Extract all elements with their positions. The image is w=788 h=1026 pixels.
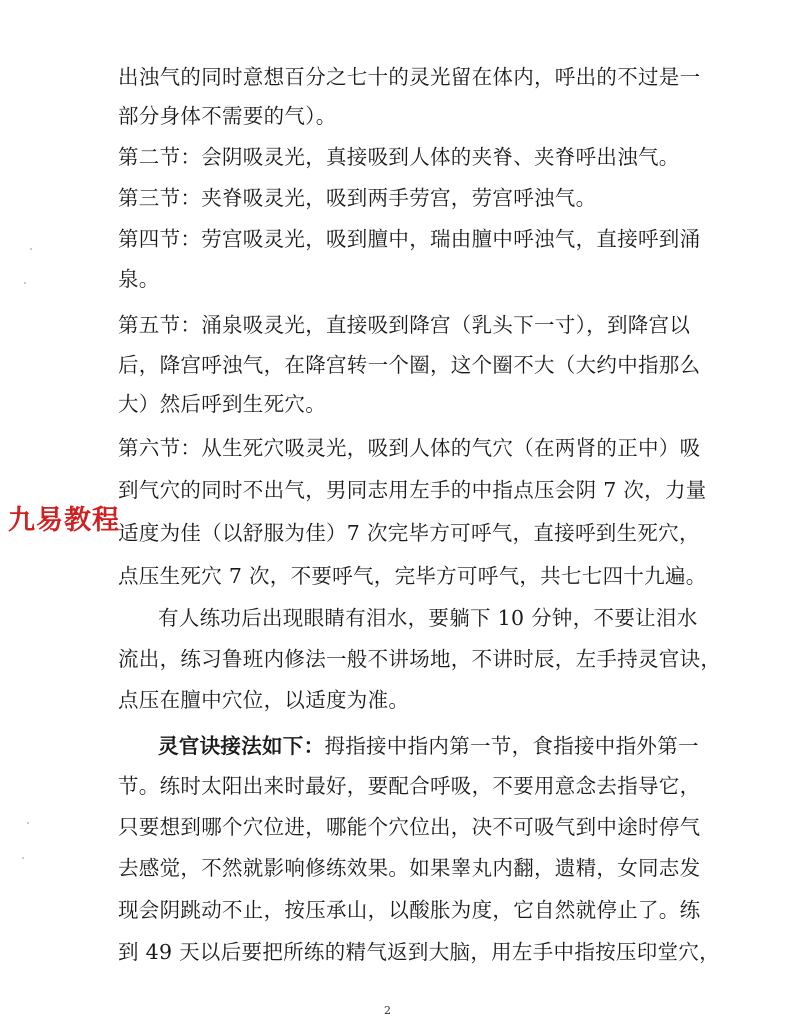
- text-line: 到 49 天以后要把所练的精气返到大脑，用左手中指按压印堂穴，: [118, 940, 720, 964]
- text-line: 有人练功后出现眼睛有泪水，要躺下 10 分钟，不要让泪水: [158, 606, 698, 630]
- page-number: 2: [384, 1004, 391, 1017]
- text-line: 适度为佳（以舒服为佳）7 次完毕方可呼气，直接呼到生死穴，: [118, 521, 700, 545]
- text-line: 第六节：从生死穴吸灵光，吸到人体的气穴（在两肾的正中）吸: [118, 436, 701, 460]
- text-line: 大）然后呼到生死穴。: [118, 392, 326, 416]
- watermark-text: 九易教程: [8, 505, 120, 536]
- scan-speck: [24, 282, 26, 284]
- text-span: 拇指接中指内第一节，食指接中指外第一: [324, 734, 699, 758]
- text-line: 现会阴跳动不止，按压承山，以酸胀为度，它自然就停止了。练: [118, 898, 701, 922]
- text-line: 后，降宫呼浊气，在降宫转一个圈，这个圈不大（大约中指那么: [118, 353, 701, 377]
- text-line: 部分身体不需要的气）。: [118, 104, 337, 128]
- text-line: 点压生死穴 7 次，不要呼气，完毕方可呼气，共七七四十九遍。: [118, 564, 707, 588]
- text-line: 第三节：夹脊吸灵光，吸到两手劳宫，劳宫呼浊气。: [118, 186, 597, 210]
- scan-speck: [30, 248, 32, 250]
- text-line: 出浊气的同时意想百分之七十的灵光留在体内，呼出的不过是一: [118, 65, 701, 89]
- scan-speck: [22, 857, 24, 859]
- text-line: 流出，练习鲁班内修法一般不讲场地，不讲时辰，左手持灵官诀，: [118, 647, 722, 671]
- text-line: 第四节：劳宫吸灵光，吸到膻中，瑞由膻中呼浊气，直接呼到涌: [118, 227, 701, 251]
- text-line: 泉。: [118, 267, 160, 291]
- text-line: 点压在膻中穴位，以适度为准。: [118, 688, 410, 712]
- text-line: 第五节：涌泉吸灵光，直接吸到降宫（乳头下一寸），到降宫以: [118, 313, 691, 337]
- scan-speck: [27, 822, 29, 824]
- text-line: 到气穴的同时不出气，男同志用左手的中指点压会阴 7 次，力量: [118, 478, 707, 502]
- bold-heading: 灵官诀接法如下：: [158, 734, 325, 758]
- text-line: 节。练时太阳出来时最好，要配合呼吸，不要用意念去指导它，: [118, 774, 701, 798]
- text-line: [158, 731, 718, 761]
- text-line: 只要想到哪个穴位进，哪能个穴位出，决不可吸气到中途时停气: [118, 815, 701, 839]
- text-line: 去感觉，不然就影响修练效果。如果睾丸内翻，遗精，女同志发: [118, 856, 701, 880]
- text-line: 第二节：会阴吸灵光，真接吸到人体的夹脊、夹脊呼出浊气。: [118, 145, 680, 169]
